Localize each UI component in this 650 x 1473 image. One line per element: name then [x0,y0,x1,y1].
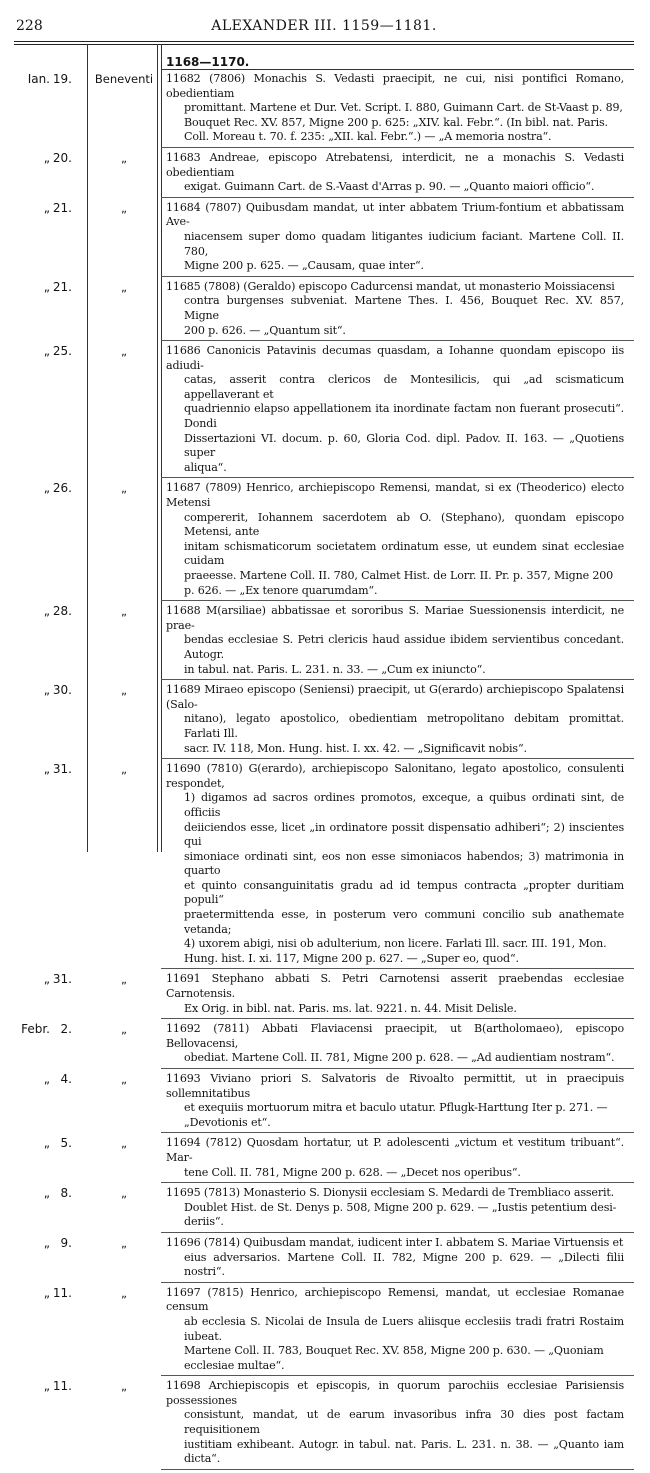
entry-line: nitano), legato apostolico, obedientiam metropolitano debitam promittat. Farlati Ill. [184,712,624,740]
regest-entry [0,72,650,148]
entry-text [161,201,624,274]
entry-place: „ [121,200,127,215]
regesta-entries [0,72,650,1473]
entry-place: „ [121,1072,127,1086]
page-header [16,18,632,38]
entry-text [161,151,624,195]
entry-line: 11696 (7814) Quibusdam mandat, iudicent inter I. abbatem S. Mariae Virtuensis et [166,1235,624,1249]
regest-entry [0,1136,650,1183]
entry-month: „ [43,279,50,294]
entry-line: quadriennio elapso appellationem ita inordinate factam non fuerant prosecuti“. Dondi [184,402,624,431]
entry-line: Dissertazioni VI. docum. p. 60, Gloria Cod. dipl. Padov. II. 163. — „Quotiens super [184,431,624,460]
entry-date [0,481,87,598]
entry-line: bendas ecclesiae S. Petri clericis haud assidue ibidem servientibus concedant. Autogr. [184,633,624,661]
entry-day: 21. [52,200,72,215]
entry-place: „ [121,344,127,359]
entry-day: 30. [52,683,72,698]
entry-place: „ [121,1022,127,1037]
entry-line: eius adversarios. Martene Coll. II. 782, Migne 200 p. 629. — „Dilecti filii nostri“. [184,1250,624,1279]
entry-place: „ [121,279,127,294]
entry-date [0,1236,87,1280]
entry-text [161,1286,624,1374]
entry-place: „ [121,481,127,496]
entry-day: 20. [52,150,72,165]
entry-separator [161,1182,634,1183]
page-number: 228 [16,18,43,34]
entry-separator [161,758,634,759]
entry-line: promittant. Martene et Dur. Vet. Script. I. 880, Guimann Cart. de St-Vaast p. 89, [184,101,623,115]
entry-place: „ [121,1379,127,1394]
entry-line: Hung. hist. I. xi. 117, Migne 200 p. 627. — „Super eo, quod“. [184,951,519,965]
regest-entry [0,1072,650,1133]
entry-line: niacensem super domo quadam litigantes iudicium faciant. Martene Coll. II. 780, [184,229,624,258]
entry-separator [161,968,634,969]
entry-line: 11688 M(arsiliae) abbatissae et sororibus S. Mariae Suessionensis interdicit, ne prae- [166,604,624,632]
entry-date [0,280,87,338]
entry-line: 11697 (7815) Henrico, archiepiscopo Remensi, mandat, ut ecclesiae Romanae censum [166,1285,624,1314]
regest-entry [0,481,650,601]
entry-line: 11693 Viviano priori S. Salvatoris de Rivoalto permittit, ut in praecipuis sollemnitatibus [166,1072,624,1100]
entry-separator [161,1469,634,1470]
entry-month: „ [43,1136,50,1151]
entry-month: „ [43,972,50,987]
entry-day: 11. [52,1285,72,1300]
entry-line: deiiciendos esse, licet „in ordinatore possit dispensatio adhiberi“; 2) inscientes qui [184,820,624,849]
entry-line: compererit, Iohannem sacerdotem ab O. (Stephano), quondam episcopo Metensi, ante [184,510,624,539]
entry-text [161,1379,624,1467]
entry-month: „ [43,683,50,698]
entry-day: 26. [52,481,72,496]
entry-place: „ [121,1285,127,1300]
entry-text [161,1186,624,1230]
entry-line: Bouquet Rec. XV. 857, Migne 200 p. 625: „XIV. kal. Febr.“. (In bibl. nat. Paris. [184,115,608,129]
entry-date [0,72,87,145]
entry-line: ab ecclesia S. Nicolai de Insula de Luers aliisque ecclesiis tradi fratri Rostaim iubeat. [184,1314,624,1343]
regest-entry [0,151,650,198]
running-title: ALEXANDER III. 1159—1181. [211,18,437,34]
entry-date [0,972,87,1016]
entry-day: 8. [60,1186,72,1201]
entry-line: 11695 (7813) Monasterio S. Dionysii ecclesiam S. Medardi de Trembliaco asserit. [166,1186,615,1200]
entry-day: 2. [60,1022,72,1037]
entry-separator [161,276,634,277]
entry-day: 21. [52,279,72,294]
regest-entry [0,1186,650,1233]
entry-line: p. 626. — „Ex tenore quarumdam“. [184,583,378,597]
entry-place: „ [121,683,127,698]
entry-text [161,762,624,966]
entry-line: ecclesiae multae“. [184,1358,285,1372]
entry-separator [161,1068,634,1069]
entry-separator [161,1232,634,1233]
entry-line: 1) digamos ad sacros ordines promotos, exceque, a quibus ordinati sint, de officiis [184,791,624,819]
entry-month: „ [43,604,50,619]
entry-line: obediat. Martene Coll. II. 781, Migne 200 p. 628. — „Ad audientiam nostram“. [184,1051,615,1065]
entry-separator [161,1132,634,1133]
entry-line: simoniace ordinati sint, eos non esse simoniacos habendos; 3) matrimonia in quarto [184,849,624,878]
entry-line: Doublet Hist. de St. Denys p. 508, Migne 200 p. 629. — „Iustis petentium desi- [184,1200,617,1214]
entry-line: 11694 (7812) Quosdam hortatur, ut P. adolescenti „victum et vestitum tribuant“. Mar- [166,1136,624,1164]
regest-entry [0,1379,650,1470]
entry-text [161,280,624,338]
regest-entry [0,344,650,478]
entry-text [161,972,624,1016]
entry-line: catas, asserit contra clericos de Montesilicis, qui „ad scismaticum appellaverant et [184,373,624,401]
entry-day: 31. [52,762,72,777]
entry-date [0,1286,87,1374]
entry-month: „ [43,1379,50,1394]
entry-date [0,683,87,756]
entry-day: 25. [52,344,72,359]
entry-date [0,1379,87,1467]
regest-entry [0,604,650,680]
entry-place: „ [121,150,127,165]
entry-month: „ [43,200,50,215]
entry-line: in tabul. nat. Paris. L. 231. n. 33. — „Cum ex iniuncto“. [184,662,486,676]
entry-separator [161,600,634,601]
entry-place: „ [121,1136,127,1151]
entry-month: „ [43,344,50,359]
entry-line: 11691 Stephano abbati S. Petri Carnotensi asserit praebendas ecclesiae Carnotensis. [166,972,624,1001]
entry-line: 4) uxorem abigi, nisi ob adulterium, non licere. Farlati Ill. sacr. III. 191, Mon. [184,937,607,951]
entry-separator [161,340,634,341]
entry-place: Beneventi [94,72,154,86]
entry-line: 11687 (7809) Henrico, archiepiscopo Remensi, mandat, si ex (Theoderico) electo Metensi [166,481,624,510]
entry-separator [161,1018,634,1019]
entry-line: Migne 200 p. 625. — „Causam, quae inter“. [184,259,424,273]
entry-date [0,1136,87,1180]
entry-month: „ [43,762,50,777]
entry-date [0,344,87,475]
entry-day: 19. [52,72,72,86]
entry-line: sacr. IV. 118, Mon. Hung. hist. I. xx. 42. — „Significavit nobis“. [184,741,527,755]
regest-entry [0,972,650,1019]
entry-text [161,72,624,145]
entry-place: „ [121,604,127,619]
entry-line: aliqua“. [184,460,227,474]
entry-line: deriis“. [184,1215,224,1229]
entry-separator [161,197,634,198]
entry-text [161,344,624,475]
entry-place: „ [121,1235,127,1250]
header-rule-second [14,44,634,45]
entry-line: iustitiam exhibeant. Autogr. in tabul. nat. Paris. L. 231. n. 38. — „Quanto iam dicta“. [184,1437,624,1466]
entry-month: „ [43,1235,50,1250]
entry-line: praeesse. Martene Coll. II. 780, Calmet Hist. de Lorr. II. Pr. p. 357, Migne 200 [184,569,614,582]
entry-text [161,481,624,598]
entry-place: „ [121,972,127,987]
entry-text [161,683,624,756]
entry-line: praetermittenda esse, in posterum vero communi concilio sub anathemate vetanda; [184,908,624,936]
entry-separator [161,477,634,478]
entry-line: et exequiis mortuorum mitra et baculo utatur. Pflugk-Harttung Iter p. 271. — [184,1101,608,1115]
entry-line: 11685 (7808) (Geraldo) episcopo Cadurcensi mandat, ut monasterio Moissiacensi [166,279,615,293]
entry-line: Martene Coll. II. 783, Bouquet Rec. XV. 858, Migne 200 p. 630. — „Quoniam [184,1344,604,1358]
entry-date [0,762,87,966]
entry-date [0,151,87,195]
entry-line: initam schismaticorum societatem ordinatum esse, ut eundem sinat ecclesiae cuidam [184,539,624,568]
entry-month: Febr. [21,1022,50,1037]
regest-entry [0,1236,650,1283]
entry-text [161,1072,624,1130]
entry-line: 11684 (7807) Quibusdam mandat, ut inter abbatem Trium-fontium et abbatissam Ave- [166,200,624,229]
entry-line: 11682 (7806) Monachis S. Vedasti praecipit, ne cui, nisi pontifici Romano, obedientiam [166,72,624,100]
entry-line: 11690 (7810) G(erardo), archiepiscopo Salonitano, legato apostolico, consulenti respondet, [166,762,624,790]
entry-line: „Devotionis et“. [184,1115,271,1129]
entry-line: tene Coll. II. 781, Migne 200 p. 628. — „Decet nos operibus“. [184,1165,521,1179]
entry-date [0,1072,87,1130]
entry-day: 4. [60,1072,72,1086]
entry-day: 9. [60,1235,72,1250]
entry-separator [161,679,634,680]
entry-line: 11698 Archiepiscopis et episcopis, in quorum parochiis ecclesiae Parisiensis possessiones [166,1379,624,1407]
entry-day: 5. [60,1136,72,1151]
regest-entry [0,683,650,759]
entry-day: 11. [52,1379,72,1394]
regest-entry [0,1286,650,1377]
entry-month: Ian. [27,72,50,86]
entry-line: exigat. Guimann Cart. de S.-Vaast d'Arras p. 90. — „Quanto maiori officio“. [184,180,595,194]
entry-day: 28. [52,604,72,619]
entry-text [161,1136,624,1180]
entry-month: „ [43,150,50,165]
entry-line: 11683 Andreae, episcopo Atrebatensi, interdicit, ne a monachis S. Vedasti obedientiam [166,150,624,179]
entry-line: 11689 Miraeo episcopo (Seniensi) praecipit, ut G(erardo) archiepiscopo Spalatensi (Salo- [166,683,624,711]
entry-text [161,1236,624,1280]
entry-date [0,1022,87,1066]
section-rule [161,69,634,70]
entry-line: et quinto consanguinitatis gradu ad id tempus contracta „propter duritiam populi“ [184,878,624,907]
entry-line: contra burgenses subveniat. Martene Thes. I. 456, Bouquet Rec. XV. 857, Migne [184,294,624,322]
entry-line: consistunt, mandat, ut de earum invasoribus infra 30 dies post factam requisitionem [184,1408,624,1437]
entry-separator [161,147,634,148]
regest-entry [0,1022,650,1069]
entry-date [0,604,87,677]
entry-line: Ex Orig. in bibl. nat. Paris. ms. lat. 9221. n. 44. Misit Delisle. [184,1001,517,1015]
entry-text [161,1022,624,1066]
entry-text [161,604,624,677]
entry-date [0,1186,87,1230]
regest-entry [0,280,650,341]
entry-place: „ [121,1186,127,1201]
entry-line: Coll. Moreau t. 70. f. 235: „XII. kal. Febr.“.) — „A memoria nostra“. [184,130,552,144]
entry-place: „ [121,762,127,777]
entry-day: 31. [52,972,72,987]
entry-date [0,201,87,274]
section-heading: 1168—1170. [166,55,250,69]
entry-month: „ [43,481,50,496]
entry-line: 11692 (7811) Abbati Flaviacensi praecipit, ut B(artholomaeo), episcopo Bellovacensi, [166,1022,624,1050]
regest-entry [0,762,650,969]
regest-entry [0,201,650,277]
entry-month: „ [43,1072,50,1086]
entry-separator [161,1282,634,1283]
entry-month: „ [43,1186,50,1201]
header-rule [14,41,634,42]
entry-line: 200 p. 626. — „Quantum sit“. [184,323,346,337]
entry-month: „ [43,1285,50,1300]
entry-separator [161,1375,634,1376]
entry-line: 11686 Canonicis Patavinis decumas quasdam, a Iohanne quondam episcopo iis adiudi- [166,344,624,372]
